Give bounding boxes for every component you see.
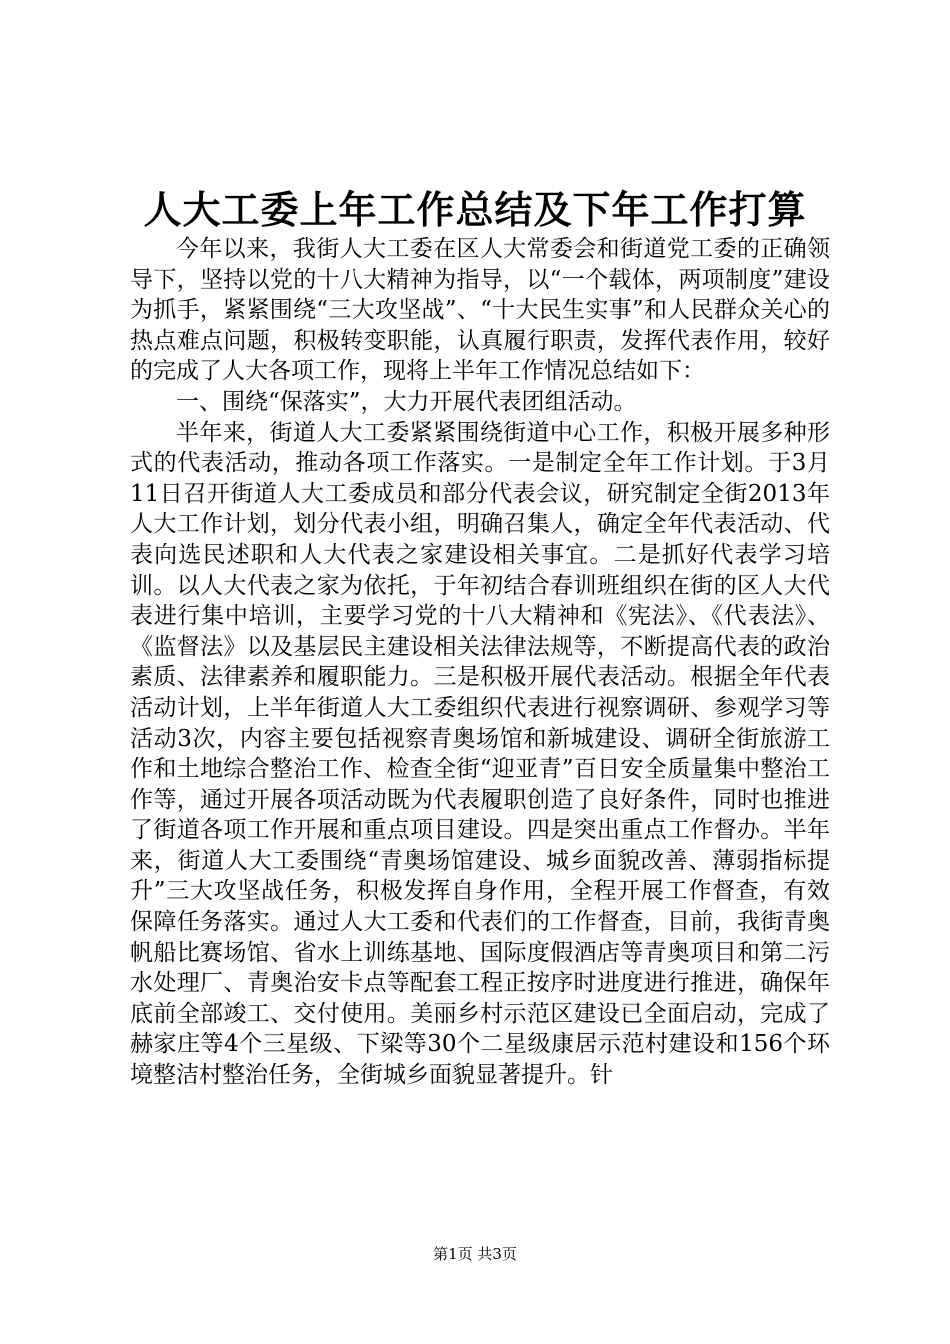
document-body	[130, 234, 830, 1091]
section-heading-1: 一、围绕“保落实”，大力开展代表团组活动。	[176, 388, 637, 415]
paragraph-section-1: 半年来，街道人大工委紧紧围绕街道中心工作，积极开展多种形式的代表活动，推动各项工作落实。一是制定全年工作计划。于3月11日召开街道人大工委成员和部分代表会议，研究制定全街2013年人大工作计划，划分代表小组，明确召集人，确定全年代表活动、代表向选民述职和人大代表之家建设相关事宜。二是抓好代表学习培训。以人大代表之家为依托，于年初结合春训班组织在街的区人大代表进行集中培训，主要学习党的十八大精神和《宪法》、《代表法》、《监督法》以及基层民主建设相关法律法规等，不断提高代表的政治素质、法律素养和履职能力。三是积极开展代表活动。根据全年代表活动计划，上半年街道人大工委组织代表进行视察调研、参观学习等活动3次，内容主要包括视察青奥场馆和新城建设、调研全街旅游工作和土地综合整治工作、检查全街“迎亚青”百日安全质量集中整治工作等，通过开展各项活动既为代表履职创造了良好条件，同时也推进了街道各项工作开展和重点项目建设。四是突出重点工作督办。半年来，街道人大工委围绕“青奥场馆建设、城乡面貌改善、薄弱指标提升”三大攻坚战任务，积极发挥自身作用，全程开展工作督查，有效保障任务落实。通过人大工委和代表们的工作督查，目前，我街青奥帆船比赛场馆、省水上训练基地、国际度假酒店等青奥项目和第二污水处理厂、青奥治安卡点等配套工程正按序时进度进行推进，确保年底前全部竣工、交付使用。美丽乡村示范区建设已全面启动，完成了赫家庄等4个三星级、下梁等30个二星级康居示范村建设和156个环境整洁村整治任务，全街城乡面貌显著提升。针	[130, 419, 830, 1089]
paragraph-intro: 今年以来，我街人大工委在区人大常委会和街道党工委的正确领导下，坚持以党的十八大精神为指导，以“一个载体，两项制度”建设为抓手，紧紧围绕“三大攻坚战”、“十大民生实事”和人民群众关心的热点难点问题，积极转变职能，认真履行职责，发挥代表作用，较好的完成了人大各项工作，现将上半年工作情况总结如下：	[130, 236, 830, 385]
document-title: 人大工委上年工作总结及下年工作打算	[143, 187, 807, 232]
page-footer: 第1页 共3页	[433, 1245, 517, 1263]
